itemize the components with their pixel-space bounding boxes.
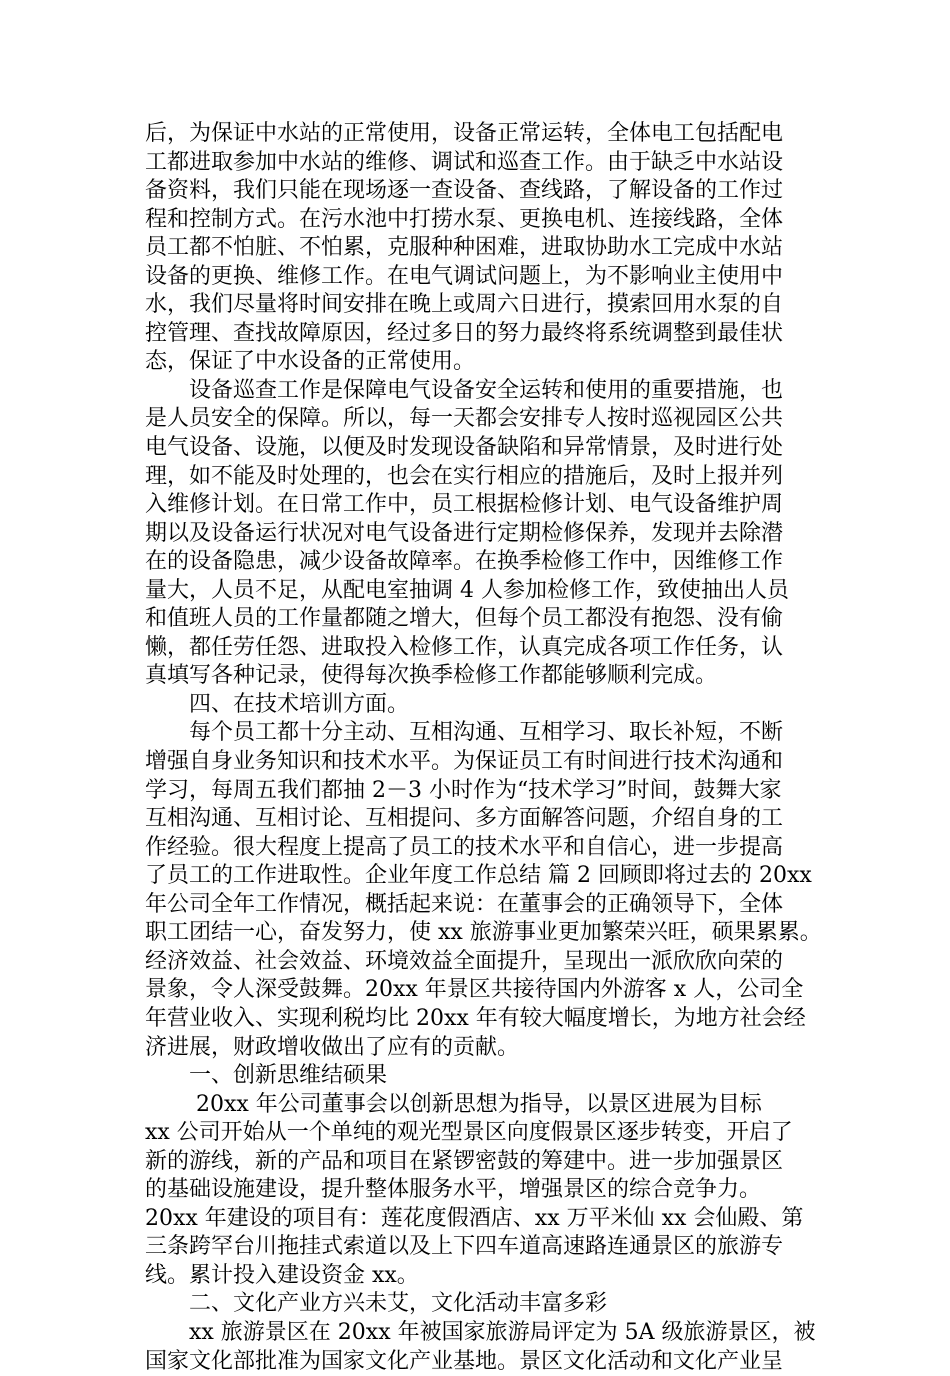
text-line: 真填写各种记录，使得每次换季检修工作都能够顺利完成。 — [145, 663, 718, 689]
text-line: 和值班人员的工作量都随之增大，但每个员工都没有抱怨、没有偷 — [145, 606, 784, 632]
text-line: 国家文化部批准为国家文化产业基地。景区文化活动和文化产业呈 — [145, 1348, 784, 1374]
text-line: 职工团结一心，奋发努力，使 xx 旅游事业更加繁荣兴旺，硕果累累。 — [145, 920, 822, 946]
text-line: 工都进取参加中水站的维修、调试和巡查工作。由于缺乏中水站设 — [145, 149, 784, 175]
text-line: 在的设备隐患，减少设备故障率。在换季检修工作中，因维修工作 — [145, 549, 784, 575]
text-line: 20xx 年公司董事会以创新思想为指导，以景区进展为目标 — [145, 1091, 762, 1117]
text-line: 的基础设施建设，提升整体服务水平，增强景区的综合竞争力。 — [145, 1177, 762, 1203]
text-line: 年营业收入、实现利税均比 20xx 年有较大幅度增长，为地方社会经 — [145, 1005, 806, 1031]
text-line: 后，为保证中水站的正常使用，设备正常运转，全体电工包括配电 — [145, 121, 784, 146]
text-line: 每个员工都十分主动、互相沟通、互相学习、取长补短，不断 — [145, 720, 784, 746]
text-line: 懒，都任劳任怨、进取投入检修工作，认真完成各项工作任务，认 — [145, 634, 784, 660]
text-line: 设备巡查工作是保障电气设备安全运转和使用的重要措施，也 — [145, 377, 784, 403]
text-line: 三条跨罕台川拖挂式索道以及上下四车道高速路连通景区的旅游专 — [145, 1234, 784, 1260]
text-line: 电气设备、设施，以便及时发现设备缺陷和异常情景，及时进行处 — [145, 435, 784, 461]
section-heading: 一、创新思维结硕果 — [145, 1063, 388, 1089]
text-line: 入维修计划。在日常工作中，员工根据检修计划、电气设备维护周 — [145, 492, 784, 518]
text-line: 备资料，我们只能在现场逐一查设备、查线路，了解设备的工作过 — [145, 178, 784, 204]
text-line: 互相沟通、互相讨论、互相提问、多方面解答问题，介绍自身的工 — [145, 806, 784, 832]
text-line: 态，保证了中水设备的正常使用。 — [145, 349, 476, 375]
text-line: 作经验。很大程度上提高了员工的技术水平和自信心，进一步提高 — [145, 834, 784, 860]
text-line: 线。累计投入建设资金 xx。 — [145, 1262, 419, 1288]
text-line: 景象，令人深受鼓舞。20xx 年景区共接待国内外游客 x 人，公司全 — [145, 977, 804, 1003]
text-line: 增强自身业务知识和技术水平。为保证员工有时间进行技术沟通和 — [145, 749, 784, 775]
text-line: 期以及设备运行状况对电气设备进行定期检修保养，发现并去除潜 — [145, 520, 784, 546]
text-line: 年公司全年工作情况，概括起来说：在董事会的正确领导下，全体 — [145, 891, 784, 917]
text-line: 程和控制方式。在污水池中打捞水泵、更换电机、连接线路，全体 — [145, 206, 784, 232]
text-line: 新的游线，新的产品和项目在紧锣密鼓的筹建中。进一步加强景区 — [145, 1148, 784, 1174]
text-line: xx 旅游景区在 20xx 年被国家旅游局评定为 5A 级旅游景区，被 — [145, 1319, 816, 1345]
text-line: 是人员安全的保障。所以，每一天都会安排专人按时巡视园区公共 — [145, 406, 784, 432]
section-heading: 四、在技术培训方面。 — [145, 691, 410, 717]
text-line: 控管理、查找故障原因，经过多日的努力最终将系统调整到最佳状 — [145, 320, 784, 346]
section-heading: 二、文化产业方兴未艾，文化活动丰富多彩 — [145, 1291, 608, 1317]
document-body — [145, 120, 825, 1376]
text-line: 量大，人员不足，从配电室抽调 4 人参加检修工作，致使抽出人员 — [145, 577, 789, 603]
text-line: 设备的更换、维修工作。在电气调试问题上，为不影响业主使用中 — [145, 263, 784, 289]
text-line: 经济效益、社会效益、环境效益全面提升，呈现出一派欣欣向荣的 — [145, 948, 784, 974]
text-line: 了员工的工作进取性。企业年度工作总结 篇 2 回顾即将过去的 20xx — [145, 863, 812, 889]
text-line: 水，我们尽量将时间安排在晚上或周六日进行，摸索回用水泵的自 — [145, 292, 784, 318]
text-line: 员工都不怕脏、不怕累，克服种种困难，进取协助水工完成中水站 — [145, 235, 784, 261]
text-line: 20xx 年建设的项目有：莲花度假酒店、xx 万平米仙 xx 会仙殿、第 — [145, 1205, 804, 1231]
text-line: 济进展，财政增收做出了应有的贡献。 — [145, 1034, 520, 1060]
text-line: xx 公司开始从一个单纯的观光型景区向度假景区逐步转变，开启了 — [145, 1120, 793, 1146]
text-line: 理，如不能及时处理的，也会在实行相应的措施后，及时上报并列 — [145, 463, 784, 489]
text-line: 学习，每周五我们都抽 2－3 小时作为“技术学习”时间，鼓舞大家 — [145, 777, 782, 803]
